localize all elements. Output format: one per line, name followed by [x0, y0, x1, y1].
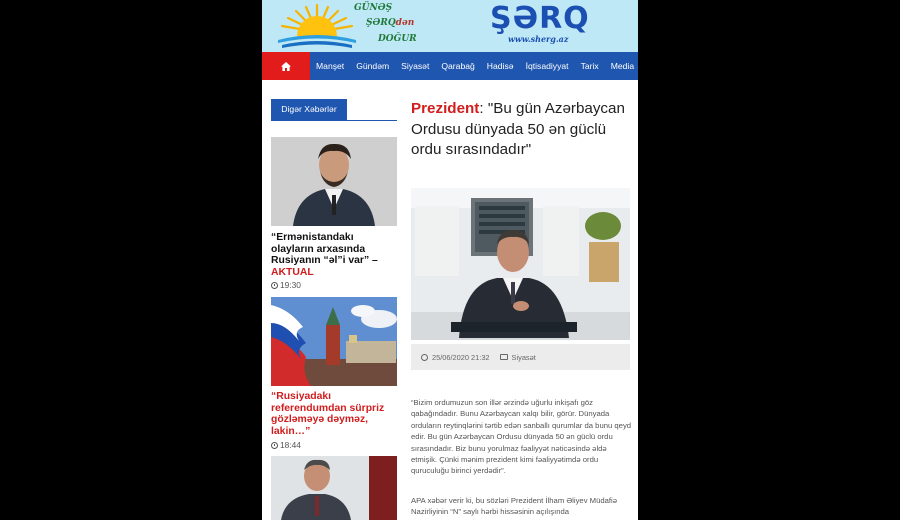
news-title-text[interactable]: “Ermənistandakı olayların arxasında Rusiyanın “əl”i var” –: [271, 232, 378, 267]
article-paragraph-2: APA xəbər verir ki, bu sözləri Prezident İlham Əliyev Müdafiə Nazirliyinin “N” saylı hərbi hissəsinin açılışında: [411, 496, 618, 517]
nav-item-siyaset[interactable]: Siyasət: [401, 61, 430, 71]
kremlin-flag-image: [271, 297, 397, 386]
nav-menu: [310, 52, 638, 80]
nav-item-qarabag[interactable]: Qarabağ: [441, 61, 475, 71]
news-time-2: [271, 440, 301, 450]
speaker-portrait-image: [271, 456, 397, 520]
nav-item-hadise[interactable]: Hadisə: [486, 61, 514, 71]
sidebar-divider: [271, 120, 397, 121]
news-title-2[interactable]: “Rusiyadakı referendumdan sürpriz gözləməyə dəyməz, lakin…”: [271, 391, 385, 437]
article-image: [411, 188, 630, 340]
home-icon: [281, 62, 291, 71]
news-thumbnail-3[interactable]: [271, 456, 397, 520]
news-time-1: [271, 280, 301, 290]
site-url: www.sherg.az: [508, 34, 569, 44]
news-thumbnail-1[interactable]: [271, 137, 397, 226]
president-photo: [411, 188, 630, 340]
slogan-line-2: [366, 18, 414, 28]
time-text: 18:44: [280, 440, 301, 450]
clock-icon: [271, 282, 278, 289]
home-button[interactable]: [262, 52, 310, 80]
headline-colon: :: [479, 100, 488, 117]
article-meta-bar: [411, 344, 630, 370]
sun-logo-icon: [274, 2, 360, 50]
slogan-word: ŞƏRQ: [366, 18, 396, 28]
clock-icon: [271, 442, 278, 449]
nav-item-tarix[interactable]: Tarix: [580, 61, 599, 71]
news-tag: AKTUAL: [271, 266, 314, 278]
news-title-1[interactable]: [271, 232, 397, 278]
slogan-line-3: DOĞUR: [378, 34, 417, 44]
time-text: 19:30: [280, 280, 301, 290]
site-header: [262, 0, 638, 52]
article-date: 25/06/2020 21:32: [432, 352, 490, 362]
calendar-icon: [421, 354, 428, 361]
nav-item-manset[interactable]: Manşet: [316, 61, 345, 71]
slogan-suffix: dən: [395, 18, 415, 28]
article-section-link[interactable]: Siyasət: [511, 352, 536, 362]
nav-item-iqtisadiyyat[interactable]: İqtisadiyyat: [525, 61, 569, 71]
folder-icon: [500, 354, 508, 360]
article-category[interactable]: Prezident: [411, 100, 480, 117]
article-title: "Bu gün Azərbaycan Ordusu dünyada 50 ən güclü ordu sırasındadır": [411, 100, 625, 158]
main-nav: [262, 52, 638, 80]
man-portrait-image: [271, 137, 397, 226]
news-page: [262, 0, 638, 520]
article-headline: [411, 99, 633, 161]
slogan-line-1: GÜNƏŞ: [354, 3, 393, 13]
nav-item-gundem[interactable]: Gündəm: [356, 61, 390, 71]
article-paragraph-1: “Bizim ordumuzun son illər ərzində uğurlu inkişafı göz qabağındadır. Bunu Azərbaycan xalqı bilir, görür. Dünyada orduların reytinqlərini tərtib edən sanballı qurumlar da bunu qeyd edir. Bu gün Azərbaycan Ordusu dünyada 50 ən güclü ordu sırasındadır. Biz bunu yorulmaz fəaliyyət nəticəsində əldə etmişik. Çünki mənim prezident kimi fəaliyyətimdə ordu quruculuğu birinci yerdədir”.: [411, 398, 632, 476]
site-logo[interactable]: ŞƏRQ: [490, 1, 590, 36]
nav-item-media[interactable]: Media: [610, 61, 635, 71]
news-thumbnail-2[interactable]: [271, 297, 397, 386]
other-news-tab[interactable]: Digər Xəbərlər: [271, 99, 347, 120]
